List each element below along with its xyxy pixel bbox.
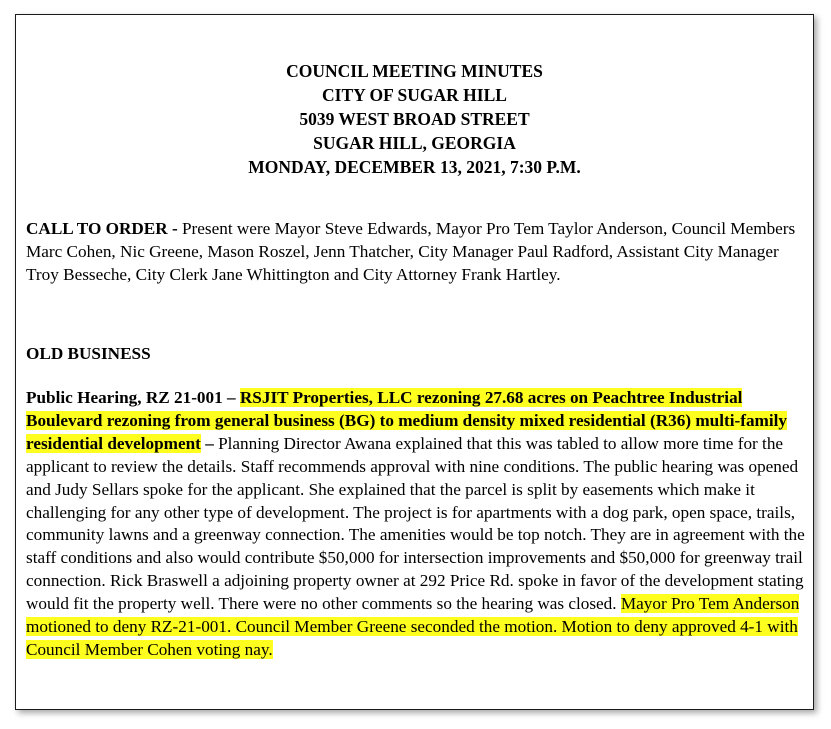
public-hearing-text: Planning Director Awana explained that this was tabled to allow more time for the applicant to review the details. Staff recommends approval with nine conditions. The public hearing was opened and Judy Sellars spoke for the applicant. She explained that the parcel is split by easements which make it challenging for any other type of development. The project is for apartments with a dog park, open space, trails, community lawns and a greenway connection. The amenities would be top notch. They are in agreement with the staff conditions and also would contribute $50,000 for intersection improvements and $50,000 for greenway trail connection. Rick Braswell a adjoining property owner at 292 Price Rd. spoke in favor of the development stating would fit the property well. There were no other comments so the hearing was closed. [26,433,805,614]
public-hearing-paragraph [26,387,805,662]
header-street: 5039 WEST BROAD STREET [299,109,530,129]
motion-highlight: Mayor Pro Tem Anderson motioned to deny RZ-21-001. Council Member Greene seconded the motion. Motion to deny approved 4-1 with Council Member Cohen voting nay. [26,594,800,659]
public-hearing-dash: – [200,433,214,453]
call-to-order-label: CALL TO ORDER - [26,219,178,238]
public-hearing-label: Public Hearing, RZ 21-001 – [26,388,240,407]
public-hearing-title-highlight: RSJIT Properties, LLC rezoning 27.68 acres on Peachtree Industrial Boulevard rezoning from general business (BG) to medium density mixed residential (R36) multi-family residential development [26,388,787,453]
document-page [15,14,814,710]
header-city-state: SUGAR HILL, GEORGIA [313,133,516,153]
header-date: MONDAY, DECEMBER 13, 2021, 7:30 P.M. [248,157,581,177]
old-business-heading: OLD BUSINESS [26,344,151,363]
header-city: CITY OF SUGAR HILL [322,85,507,105]
call-to-order-text: Present were Mayor Steve Edwards, Mayor Pro Tem Taylor Anderson, Council Members Marc Cohen, Nic Greene, Mason Roszel, Jenn Thatcher, City Manager Paul Radford, Assistant City Manager Troy Besseche, City Clerk Jane Whittington and City Attorney Frank Hartley. [26,219,796,284]
call-to-order-paragraph [26,218,805,287]
minutes-header [16,59,813,179]
header-title: COUNCIL MEETING MINUTES [286,61,543,81]
